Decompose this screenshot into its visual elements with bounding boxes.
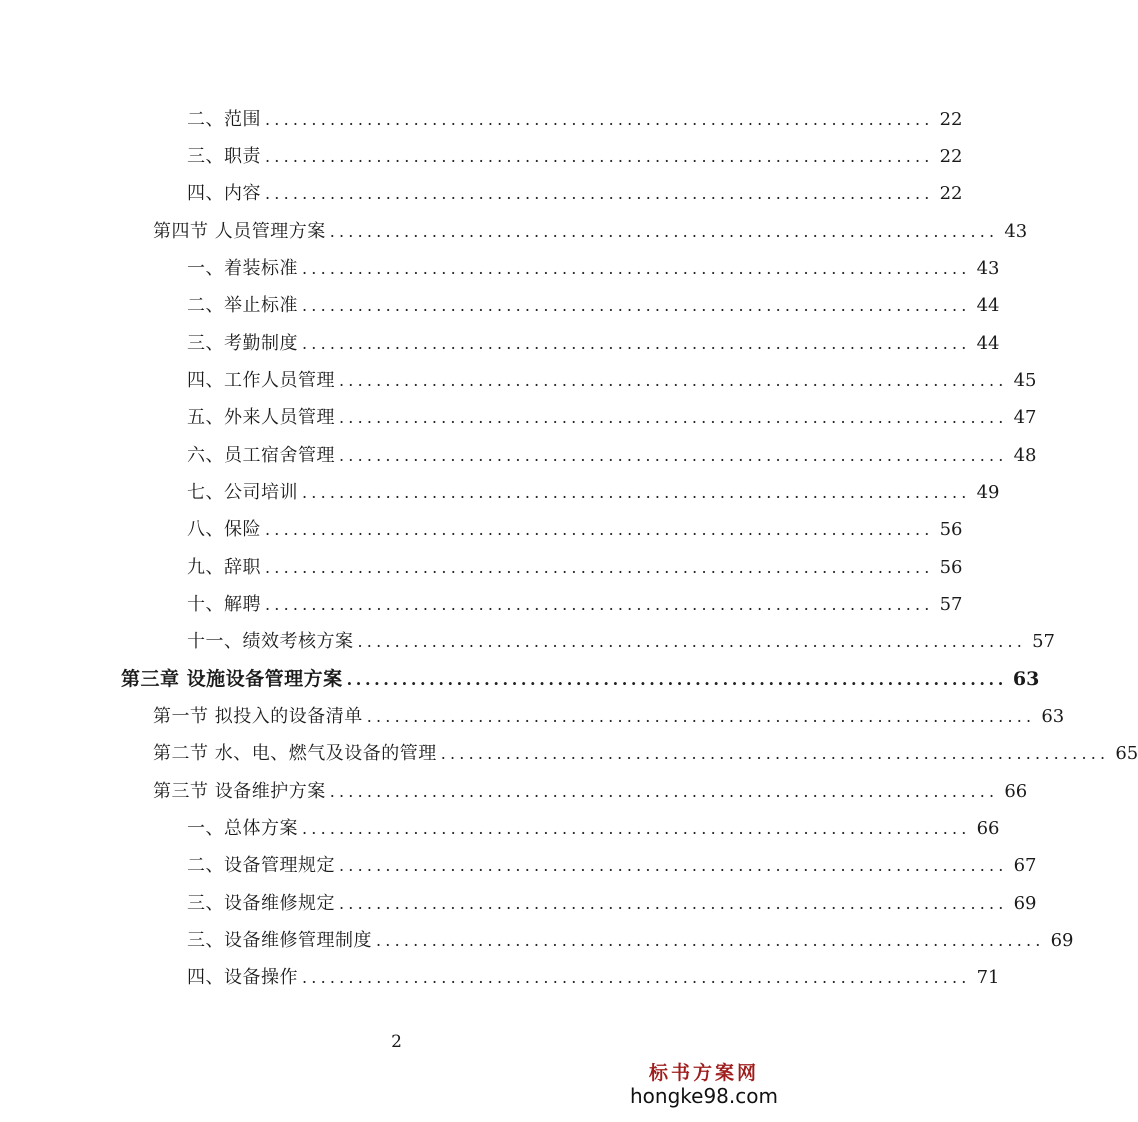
toc-entry-page: 63 bbox=[1041, 706, 1065, 727]
toc-entry[interactable] bbox=[153, 779, 1028, 805]
toc-leader-dots: ........................................................................ bbox=[329, 782, 999, 801]
toc-leader-dots: ........................................................................ bbox=[302, 334, 971, 353]
toc-entry[interactable] bbox=[187, 293, 1000, 319]
toc-entry[interactable] bbox=[153, 219, 1028, 245]
toc-entry-page: 47 bbox=[1013, 407, 1037, 428]
toc-entry-title: 九、辞职 bbox=[187, 557, 261, 578]
page-number: 2 bbox=[391, 1032, 402, 1052]
toc-entry[interactable] bbox=[187, 592, 963, 618]
toc-entry-title: 三、设备维修管理制度 bbox=[187, 930, 372, 951]
toc-leader-dots: ........................................................................ bbox=[346, 670, 1007, 689]
toc-leader-dots: ........................................................................ bbox=[339, 408, 1008, 427]
toc-entry[interactable] bbox=[187, 405, 1037, 431]
toc-entry[interactable] bbox=[187, 181, 963, 207]
toc-entry-title: 第二节 水、电、燃气及设备的管理 bbox=[153, 743, 437, 764]
toc-entry[interactable] bbox=[187, 368, 1037, 394]
toc-leader-dots: ........................................................................ bbox=[265, 110, 934, 129]
toc-entry-page: 49 bbox=[976, 482, 1000, 503]
toc-leader-dots: ........................................................................ bbox=[339, 446, 1008, 465]
toc-entry-title: 四、工作人员管理 bbox=[187, 370, 335, 391]
toc-entry[interactable] bbox=[187, 144, 963, 170]
watermark-logo bbox=[629, 1062, 779, 1108]
toc-entry-title: 五、外来人员管理 bbox=[187, 407, 335, 428]
toc-entry[interactable] bbox=[153, 741, 1138, 767]
toc-leader-dots: ........................................................................ bbox=[376, 931, 1045, 950]
toc-entry[interactable] bbox=[187, 891, 1037, 917]
toc-leader-dots: ........................................................................ bbox=[265, 184, 934, 203]
toc-leader-dots: ........................................................................ bbox=[329, 222, 999, 241]
toc-leader-dots: ........................................................................ bbox=[357, 632, 1027, 651]
toc-entry-page: 67 bbox=[1013, 855, 1037, 876]
toc-entry-page: 22 bbox=[939, 183, 963, 204]
toc-entry-title: 第一节 拟投入的设备清单 bbox=[153, 706, 363, 727]
toc-entry-chapter[interactable] bbox=[121, 666, 1040, 692]
toc-entry-title: 第三节 设备维护方案 bbox=[153, 781, 326, 802]
toc-entry-page: 57 bbox=[1032, 631, 1055, 652]
toc-leader-dots: ........................................................................ bbox=[339, 371, 1008, 390]
toc-leader-dots: ........................................................................ bbox=[440, 744, 1110, 763]
toc-leader-dots: ........................................................................ bbox=[366, 707, 1036, 726]
toc-entry[interactable] bbox=[187, 256, 1000, 282]
toc-entry-page: 66 bbox=[1004, 781, 1028, 802]
toc-entry[interactable] bbox=[187, 965, 1000, 991]
toc-leader-dots: ........................................................................ bbox=[339, 894, 1008, 913]
toc-entry-title: 十一、绩效考核方案 bbox=[187, 631, 354, 652]
toc-entry-page: 56 bbox=[939, 557, 963, 578]
toc-leader-dots: ........................................................................ bbox=[265, 147, 934, 166]
toc-entry[interactable] bbox=[187, 629, 1055, 655]
toc-entry-title: 三、职责 bbox=[187, 146, 261, 167]
toc-entry-page: 45 bbox=[1013, 370, 1037, 391]
watermark-site-name: 标书方案网 bbox=[648, 1062, 759, 1084]
toc-entry-title: 八、保险 bbox=[187, 519, 261, 540]
toc-entry-title: 三、考勤制度 bbox=[187, 333, 298, 354]
toc-entry-page: 22 bbox=[939, 146, 963, 167]
toc-entry[interactable] bbox=[187, 517, 963, 543]
toc-entry[interactable] bbox=[187, 853, 1037, 879]
watermark-url: hongke98.com bbox=[630, 1084, 778, 1108]
toc-leader-dots: ........................................................................ bbox=[265, 595, 934, 614]
toc-entry[interactable] bbox=[187, 443, 1037, 469]
toc-entry-title: 七、公司培训 bbox=[187, 482, 298, 503]
toc-entry-page: 44 bbox=[976, 333, 1000, 354]
toc-entry[interactable] bbox=[187, 816, 1000, 842]
toc-entry-page: 57 bbox=[939, 594, 963, 615]
toc-entry-title: 十、解聘 bbox=[187, 594, 261, 615]
toc-entry-title: 二、范围 bbox=[187, 109, 261, 130]
toc-entry-title: 六、员工宿舍管理 bbox=[187, 445, 335, 466]
toc-entry-page: 44 bbox=[976, 295, 1000, 316]
toc-entry[interactable] bbox=[187, 331, 1000, 357]
toc-entry-page: 43 bbox=[1004, 221, 1028, 242]
toc-entry-title: 四、内容 bbox=[187, 183, 261, 204]
toc-entry-page: 22 bbox=[939, 109, 963, 130]
toc-leader-dots: ........................................................................ bbox=[302, 819, 971, 838]
toc-entry-title: 三、设备维修规定 bbox=[187, 893, 335, 914]
toc-entry-title: 一、着装标准 bbox=[187, 258, 298, 279]
toc-leader-dots: ........................................................................ bbox=[302, 483, 971, 502]
toc-entry[interactable] bbox=[187, 107, 963, 133]
toc-entry-title: 四、设备操作 bbox=[187, 967, 298, 988]
toc-entry-title: 二、设备管理规定 bbox=[187, 855, 335, 876]
toc-leader-dots: ........................................................................ bbox=[265, 558, 934, 577]
toc-entry-page: 71 bbox=[976, 967, 1000, 988]
toc-entry-page: 69 bbox=[1050, 930, 1074, 951]
toc-entry[interactable] bbox=[187, 555, 963, 581]
toc-leader-dots: ........................................................................ bbox=[339, 856, 1008, 875]
toc-leader-dots: ........................................................................ bbox=[265, 520, 934, 539]
toc-entry-title: 第四节 人员管理方案 bbox=[153, 221, 326, 242]
toc-entry-page: 43 bbox=[976, 258, 1000, 279]
toc-entry-title: 第三章 设施设备管理方案 bbox=[121, 668, 343, 690]
toc-leader-dots: ........................................................................ bbox=[302, 259, 971, 278]
toc-entry-page: 66 bbox=[976, 818, 1000, 839]
toc-entry-page: 56 bbox=[939, 519, 963, 540]
toc-leader-dots: ........................................................................ bbox=[302, 296, 971, 315]
toc-entry-title: 一、总体方案 bbox=[187, 818, 298, 839]
toc-entry-page: 63 bbox=[1012, 668, 1040, 690]
toc-entry[interactable] bbox=[153, 704, 1065, 730]
toc-leader-dots: ........................................................................ bbox=[302, 968, 971, 987]
toc-entry-page: 65 bbox=[1115, 743, 1138, 764]
toc-entry-page: 69 bbox=[1013, 893, 1037, 914]
toc-entry[interactable] bbox=[187, 480, 1000, 506]
toc-entry[interactable] bbox=[187, 928, 1074, 954]
toc-entry-title: 二、举止标准 bbox=[187, 295, 298, 316]
toc-entry-page: 48 bbox=[1013, 445, 1037, 466]
